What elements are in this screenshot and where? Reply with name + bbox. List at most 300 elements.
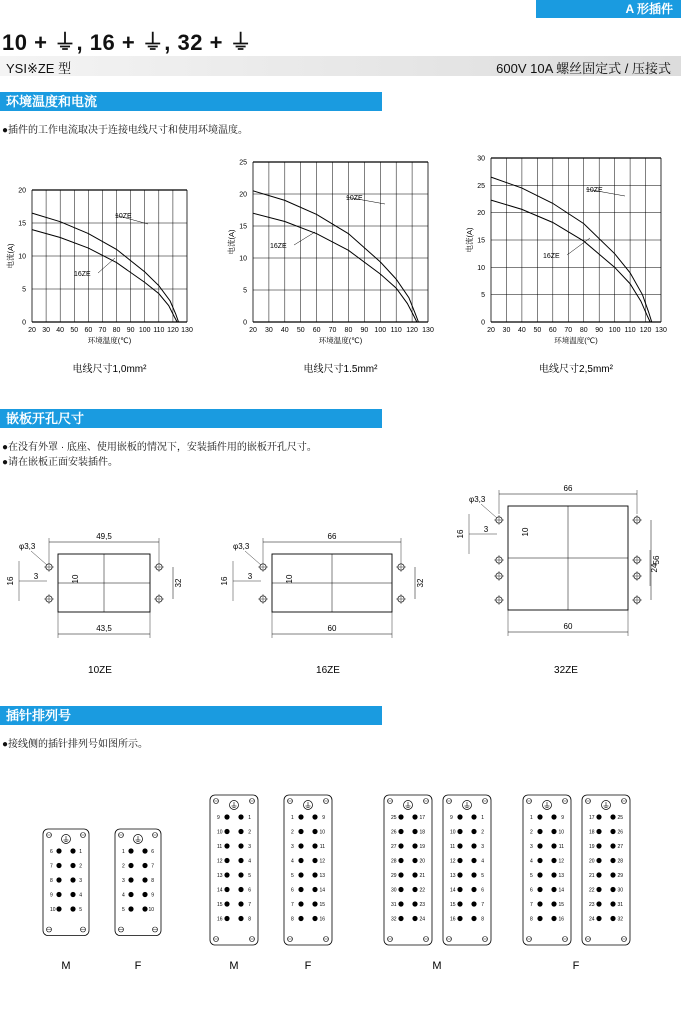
pin-number: 13	[450, 873, 456, 879]
pin-dot	[70, 863, 75, 868]
y-tick-label: 0	[481, 319, 485, 327]
pin-number: 16	[558, 916, 564, 923]
pin-number: 5	[248, 873, 251, 879]
pin-number: 6	[481, 887, 484, 894]
pin-number: 3	[79, 878, 82, 884]
section-note-cutout-1: ●在没有外罩 · 底座、使用嵌板的情况下，安装插件用的嵌板开孔尺寸。	[2, 442, 317, 453]
dimension-offset-16: 16	[456, 529, 465, 539]
x-axis-label: 环境温度(℃)	[554, 336, 598, 345]
pin-dot	[70, 906, 75, 911]
pin-number: 9	[561, 815, 564, 821]
panel-cutout-drawings	[0, 470, 681, 685]
x-tick-label: 120	[639, 327, 652, 334]
leader-line	[245, 551, 261, 565]
pin-dot	[457, 814, 462, 819]
section-note-pins: ●接线侧的插针排列号如图所示。	[2, 739, 149, 750]
pin-dot	[596, 843, 601, 848]
pin-dot	[596, 829, 601, 834]
y-tick-label: 10	[239, 255, 247, 263]
x-tick-label: 130	[655, 327, 667, 334]
pin-dot	[551, 814, 556, 819]
pin-number: 8	[248, 916, 251, 923]
pin-dot	[224, 901, 229, 906]
pin-diagram-label: M	[432, 960, 442, 972]
pin-dot	[70, 877, 75, 882]
pin-dot	[537, 916, 542, 921]
pin-dot	[457, 843, 462, 848]
pin-dot	[537, 843, 542, 848]
cutout-10ZE	[6, 532, 183, 676]
y-tick-label: 20	[239, 191, 247, 199]
y-tick-label: 25	[239, 159, 247, 167]
pin-number: 11	[319, 844, 325, 850]
pin-number: 4	[122, 892, 125, 899]
pin-number: 24	[589, 916, 595, 923]
pin-dot	[56, 848, 61, 853]
x-tick-label: 110	[390, 327, 402, 334]
x-tick-label: 80	[112, 327, 121, 334]
derating-charts	[0, 150, 681, 385]
pin-dot	[312, 901, 317, 906]
y-tick-label: 30	[477, 155, 485, 163]
pin-dot	[224, 843, 229, 848]
y-tick-label: 5	[22, 286, 26, 294]
pin-number: 10	[450, 829, 456, 836]
pin-dot	[537, 887, 542, 892]
pin-number: 5	[530, 873, 533, 879]
pin-number: 5	[122, 907, 125, 913]
pin-number: 2	[122, 863, 125, 870]
pin-number: 14	[450, 887, 456, 894]
pin-dot	[610, 872, 615, 877]
pin-dot	[224, 872, 229, 877]
pin-number: 10	[319, 829, 325, 836]
pin-number: 9	[151, 892, 154, 899]
pin-dot	[610, 843, 615, 848]
pin-dot	[128, 848, 133, 853]
pin-dot	[412, 843, 417, 848]
pin-dot	[398, 901, 403, 906]
pin-number: 1	[122, 849, 125, 855]
pin-dot	[398, 887, 403, 892]
pin-dot	[610, 916, 615, 921]
pin-number: 27	[391, 844, 397, 850]
pin-dot	[537, 872, 542, 877]
pin-dot	[596, 872, 601, 877]
hole-diameter: φ3,3	[233, 542, 250, 551]
pin-dot	[224, 814, 229, 819]
pin-number: 7	[151, 863, 154, 870]
x-tick-label: 70	[328, 327, 337, 334]
pin-dot	[142, 892, 147, 897]
pin-dot	[610, 829, 615, 834]
pin-dot	[610, 901, 615, 906]
pin-number: 3	[481, 844, 484, 850]
pin-number: 16	[450, 916, 456, 923]
pin-dot	[224, 829, 229, 834]
x-tick-label: 60	[548, 327, 557, 334]
pin-number: 15	[217, 902, 223, 908]
series-line-16ZE	[491, 200, 650, 322]
pin-diagram-label: F	[134, 960, 142, 972]
section-note-cutout-2: ●请在嵌板正面安装插件。	[2, 457, 119, 468]
pin-dot	[312, 872, 317, 877]
x-axis-label: 环境温度(℃)	[318, 336, 363, 345]
pin-dot	[398, 843, 403, 848]
series-label: 10ZE	[586, 187, 603, 194]
pin-dot	[610, 814, 615, 819]
pin-dot	[312, 814, 317, 819]
pin-dot	[551, 858, 556, 863]
pin-dot	[398, 858, 403, 863]
pin-dot	[596, 901, 601, 906]
pin-number: 10	[148, 907, 154, 913]
pin-number: 4	[481, 858, 484, 865]
pin-number: 6	[530, 887, 533, 894]
pin-number: 9	[322, 815, 325, 821]
x-tick-label: 70	[564, 327, 573, 334]
pin-dot	[238, 829, 243, 834]
pin-dot	[471, 829, 476, 834]
pin-number: 11	[558, 844, 564, 850]
pin-dot	[70, 848, 75, 853]
pin-number: 2	[248, 829, 251, 836]
pin-number: 30	[617, 887, 623, 894]
pin-number: 20	[589, 858, 595, 865]
pin-number: 3	[291, 844, 294, 850]
pin-dot	[537, 901, 542, 906]
pin-dot	[224, 858, 229, 863]
pin-dot	[457, 872, 462, 877]
chart-1	[5, 188, 193, 376]
pin-dot	[412, 916, 417, 921]
pin-dot	[56, 863, 61, 868]
pin-dot	[238, 814, 243, 819]
y-tick-label: 25	[477, 182, 485, 190]
pin-number: 6	[50, 849, 53, 855]
pin-number: 26	[617, 829, 623, 836]
pin-diagram-label: M	[229, 960, 239, 972]
pin-number: 21	[419, 873, 425, 879]
x-tick-label: 120	[167, 327, 179, 334]
pin-number: 6	[151, 849, 154, 855]
pin-number: 12	[558, 858, 564, 865]
series-line-16ZE	[32, 230, 177, 322]
pin-dot	[471, 887, 476, 892]
x-tick-label: 80	[579, 327, 588, 334]
pin-number: 23	[419, 902, 425, 908]
pin-number: 25	[617, 815, 623, 821]
pin-number: 31	[617, 902, 623, 908]
pin-number: 11	[217, 844, 223, 850]
pin-diagram-label: F	[304, 960, 312, 972]
pin-dot	[596, 916, 601, 921]
pin-number: 27	[617, 844, 623, 850]
pin-dot	[142, 848, 147, 853]
pin-number: 22	[589, 887, 595, 894]
pin-dot	[128, 877, 133, 882]
pin-dot	[412, 858, 417, 863]
pin-number: 8	[151, 878, 154, 884]
pin-dot	[142, 906, 147, 911]
pin-dot	[398, 829, 403, 834]
pin-dot	[398, 872, 403, 877]
dimension-bottom: 60	[327, 624, 337, 633]
pin-number: 13	[558, 873, 564, 879]
x-tick-label: 20	[249, 327, 257, 334]
chart-caption: 电线尺寸1,0mm²	[72, 364, 147, 375]
pin-diagram-6	[523, 795, 630, 972]
x-tick-label: 50	[533, 327, 542, 334]
pin-dot	[457, 916, 462, 921]
pin-dot	[56, 877, 61, 882]
pin-number: 8	[50, 878, 53, 884]
pin-number: 7	[291, 902, 294, 908]
pin-number: 3	[530, 844, 533, 850]
x-tick-label: 40	[518, 327, 526, 334]
y-tick-label: 0	[243, 319, 247, 327]
series-label: YSI※ZE 型	[6, 61, 72, 76]
x-tick-label: 20	[28, 327, 36, 334]
pin-number: 11	[450, 844, 456, 850]
pin-dot	[298, 916, 303, 921]
pin-dot	[471, 916, 476, 921]
y-tick-label: 5	[243, 287, 247, 295]
pin-dot	[298, 814, 303, 819]
section-title-pins: 插针排列号	[0, 706, 382, 725]
pin-dot	[412, 814, 417, 819]
pin-dot	[412, 887, 417, 892]
category-tab: A 形插件	[536, 0, 681, 18]
series-leader-line	[567, 238, 590, 255]
dimension-height: 56	[652, 555, 661, 565]
pin-number: 20	[419, 858, 425, 865]
pin-dot	[142, 877, 147, 882]
series-label: 10ZE	[115, 213, 132, 220]
pin-number: 19	[419, 844, 425, 850]
dimension-bottom: 60	[563, 622, 573, 631]
dimension-inner-height: 24	[650, 563, 659, 573]
pin-number: 4	[248, 858, 251, 865]
pin-number: 19	[589, 844, 595, 850]
dimension-offset-3: 3	[483, 525, 489, 534]
pin-dot	[128, 892, 133, 897]
pin-arrangement-diagrams	[0, 785, 681, 980]
pin-number: 9	[450, 815, 453, 821]
pin-number: 17	[589, 815, 595, 821]
pin-dot	[471, 872, 476, 877]
pin-number: 18	[419, 829, 425, 836]
chart-2	[226, 160, 434, 376]
pin-dot	[398, 814, 403, 819]
pin-dot	[298, 858, 303, 863]
pin-dot	[312, 887, 317, 892]
pin-dot	[238, 872, 243, 877]
pin-number: 2	[481, 829, 484, 836]
pin-number: 31	[391, 902, 397, 908]
cutout-caption: 10ZE	[88, 665, 112, 676]
pin-number: 16	[319, 916, 325, 923]
pin-number: 1	[248, 815, 251, 821]
x-tick-label: 60	[312, 327, 321, 334]
pin-dot	[412, 872, 417, 877]
y-tick-label: 15	[239, 223, 247, 231]
pin-number: 8	[481, 916, 484, 923]
pin-number: 15	[450, 902, 456, 908]
series-line-10ZE	[32, 213, 179, 322]
y-axis-label: 电流(A)	[465, 227, 474, 253]
pin-dot	[238, 843, 243, 848]
x-tick-label: 40	[56, 327, 65, 334]
x-tick-label: 90	[126, 327, 135, 334]
dimension-offset-16: 16	[6, 576, 15, 586]
pin-number: 4	[530, 858, 533, 865]
x-tick-label: 50	[70, 327, 79, 334]
x-tick-label: 30	[265, 327, 273, 334]
pin-dot	[142, 863, 147, 868]
chart-caption: 电线尺寸2,5mm²	[539, 364, 613, 375]
cutout-32ZE	[456, 484, 661, 676]
pin-dot	[238, 901, 243, 906]
pin-dot	[537, 858, 542, 863]
pin-dot	[551, 887, 556, 892]
x-tick-label: 130	[422, 327, 434, 334]
pin-dot	[312, 829, 317, 834]
pin-number: 1	[79, 849, 82, 855]
pin-number: 13	[217, 873, 223, 879]
pin-number: 4	[291, 858, 294, 865]
pin-dot	[471, 814, 476, 819]
y-axis-label: 电流(A)	[6, 243, 15, 269]
pin-number: 16	[217, 916, 223, 923]
x-tick-label: 130	[181, 327, 193, 334]
pin-number: 12	[217, 858, 223, 865]
x-axis-label: 环境温度(℃)	[87, 336, 132, 345]
pin-number: 30	[391, 887, 397, 894]
pin-number: 29	[391, 873, 397, 879]
series-line-10ZE	[491, 177, 652, 322]
pin-number: 32	[391, 916, 397, 923]
pin-dot	[551, 916, 556, 921]
page-title: 10 + ⏚, 16 + ⏚, 32 + ⏚	[2, 30, 253, 55]
pin-diagram-label: F	[572, 960, 580, 972]
pin-dot	[56, 906, 61, 911]
pin-number: 8	[530, 916, 533, 923]
pin-number: 10	[50, 907, 56, 913]
cutout-16ZE	[220, 532, 425, 676]
dimension-offset-3: 3	[247, 572, 253, 581]
cutout-caption: 32ZE	[554, 665, 578, 676]
pin-number: 14	[319, 887, 325, 894]
pin-number: 1	[530, 815, 533, 821]
pin-number: 6	[291, 887, 294, 894]
x-tick-label: 100	[138, 327, 151, 334]
y-tick-label: 15	[477, 237, 485, 245]
dimension-height: 32	[174, 578, 183, 588]
pin-dot	[551, 843, 556, 848]
pin-dot	[537, 829, 542, 834]
x-tick-label: 120	[406, 327, 418, 334]
hole-diameter: φ3,3	[19, 542, 36, 551]
pin-diagram-2	[115, 829, 161, 972]
pin-dot	[457, 901, 462, 906]
pin-number: 2	[79, 863, 82, 870]
series-label: 10ZE	[346, 195, 363, 202]
dimension-bottom: 43,5	[96, 624, 112, 633]
pin-dot	[298, 829, 303, 834]
pin-number: 5	[79, 907, 82, 913]
cutout-caption: 16ZE	[316, 665, 340, 676]
pin-dot	[610, 858, 615, 863]
pin-dot	[551, 872, 556, 877]
pin-number: 9	[50, 892, 53, 899]
spec-bar	[0, 56, 681, 76]
pin-dot	[238, 858, 243, 863]
series-leader-line	[98, 258, 115, 273]
dimension-top: 66	[327, 532, 337, 541]
pin-number: 17	[419, 815, 425, 821]
dimension-offset-16: 16	[220, 576, 229, 586]
pin-dot	[238, 916, 243, 921]
pin-number: 8	[291, 916, 294, 923]
pin-dot	[398, 916, 403, 921]
pin-number: 5	[291, 873, 294, 879]
pin-number: 26	[391, 829, 397, 836]
pin-dot	[128, 906, 133, 911]
pin-dot	[298, 887, 303, 892]
y-tick-label: 10	[477, 264, 485, 272]
chart-3	[464, 156, 667, 376]
pin-dot	[128, 863, 133, 868]
pin-number: 9	[217, 815, 220, 821]
pin-dot	[471, 901, 476, 906]
dimension-offset-10: 10	[521, 527, 530, 537]
pin-number: 24	[419, 916, 425, 923]
pin-number: 4	[79, 892, 82, 899]
pin-diagram-4	[284, 795, 332, 972]
pin-diagram-3	[210, 795, 258, 972]
pin-dot	[457, 829, 462, 834]
series-label: 16ZE	[270, 243, 287, 250]
pin-number: 13	[319, 873, 325, 879]
x-tick-label: 60	[84, 327, 93, 334]
section-title-temperature: 环境温度和电流	[0, 92, 382, 111]
pin-number: 10	[558, 829, 564, 836]
pin-number: 5	[481, 873, 484, 879]
y-tick-label: 5	[481, 292, 485, 300]
dimension-top: 66	[563, 484, 573, 493]
pin-diagram-1	[43, 829, 89, 972]
x-tick-label: 30	[502, 327, 511, 334]
pin-number: 3	[122, 878, 125, 884]
pin-dot	[70, 892, 75, 897]
pin-dot	[312, 843, 317, 848]
pin-dot	[298, 872, 303, 877]
dimension-offset-10: 10	[71, 574, 80, 584]
pin-number: 7	[530, 902, 533, 908]
pin-dot	[412, 829, 417, 834]
series-line-10ZE	[253, 191, 418, 322]
pin-dot	[298, 901, 303, 906]
pin-dot	[238, 887, 243, 892]
pin-number: 15	[319, 902, 325, 908]
series-leader-line	[294, 232, 315, 245]
pin-number: 22	[419, 887, 425, 894]
pin-number: 14	[558, 887, 564, 894]
pin-dot	[610, 887, 615, 892]
pin-dot	[471, 843, 476, 848]
pin-number: 32	[617, 916, 623, 923]
